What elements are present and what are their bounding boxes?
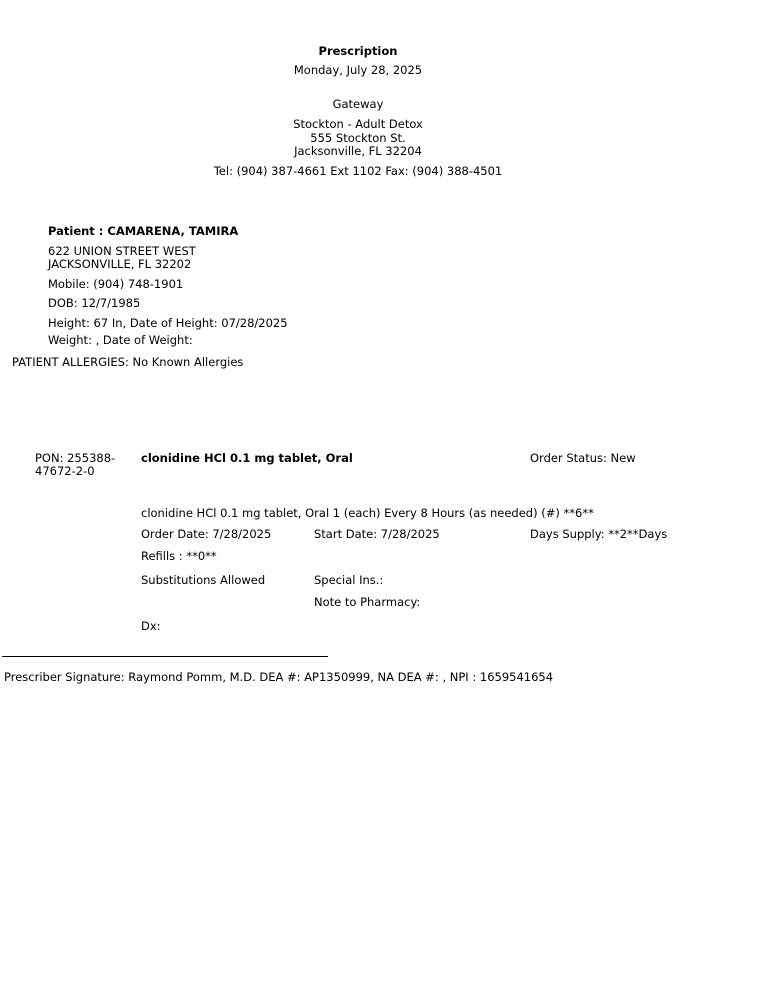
patient-weight: Weight: , Date of Weight:	[48, 333, 193, 347]
refills: Refills : **0**	[141, 549, 217, 563]
diagnosis: Dx:	[141, 619, 161, 633]
substitutions: Substitutions Allowed	[141, 573, 266, 587]
patient-mobile: Mobile: (904) 748-1901	[48, 277, 184, 291]
note-to-pharmacy: Note to Pharmacy:	[314, 595, 421, 609]
document-date: Monday, July 28, 2025	[293, 63, 423, 77]
order-pon-line1: PON: 255388-	[35, 451, 116, 465]
facility-name: Stockton - Adult Detox	[293, 117, 423, 131]
signature-line	[2, 656, 328, 657]
facility-address-line2: Jacksonville, FL 32204	[294, 144, 422, 158]
special-instructions: Special Ins.:	[314, 573, 384, 587]
drug-title: clonidine HCl 0.1 mg tablet, Oral	[141, 451, 353, 465]
prescriber-signature: Prescriber Signature: Raymond Pomm, M.D. DEA #: AP1350999, NA DEA #: , NPI : 1659541654	[4, 670, 554, 684]
patient-allergies: PATIENT ALLERGIES: No Known Allergies	[12, 355, 244, 369]
patient-name: Patient : CAMARENA, TAMIRA	[48, 224, 239, 238]
order-date: Order Date: 7/28/2025	[141, 527, 272, 541]
patient-height: Height: 67 In, Date of Height: 07/28/2025	[48, 316, 288, 330]
start-date: Start Date: 7/28/2025	[314, 527, 440, 541]
patient-address-line2: JACKSONVILLE, FL 32202	[48, 257, 192, 271]
facility-address-line1: 555 Stockton St.	[310, 131, 406, 145]
order-pon-line2: 47672-2-0	[35, 464, 95, 478]
patient-dob: DOB: 12/7/1985	[48, 296, 141, 310]
facility-contact: Tel: (904) 387-4661 Ext 1102 Fax: (904) 388-4501	[213, 164, 503, 178]
document-title: Prescription	[318, 44, 398, 58]
days-supply: Days Supply: **2**Days	[530, 527, 668, 541]
patient-address-line1: 622 UNION STREET WEST	[48, 244, 196, 258]
order-status: Order Status: New	[530, 451, 636, 465]
drug-sig: clonidine HCl 0.1 mg tablet, Oral 1 (each) Every 8 Hours (as needed) (#) **6**	[141, 506, 594, 520]
facility-group: Gateway	[332, 97, 384, 111]
